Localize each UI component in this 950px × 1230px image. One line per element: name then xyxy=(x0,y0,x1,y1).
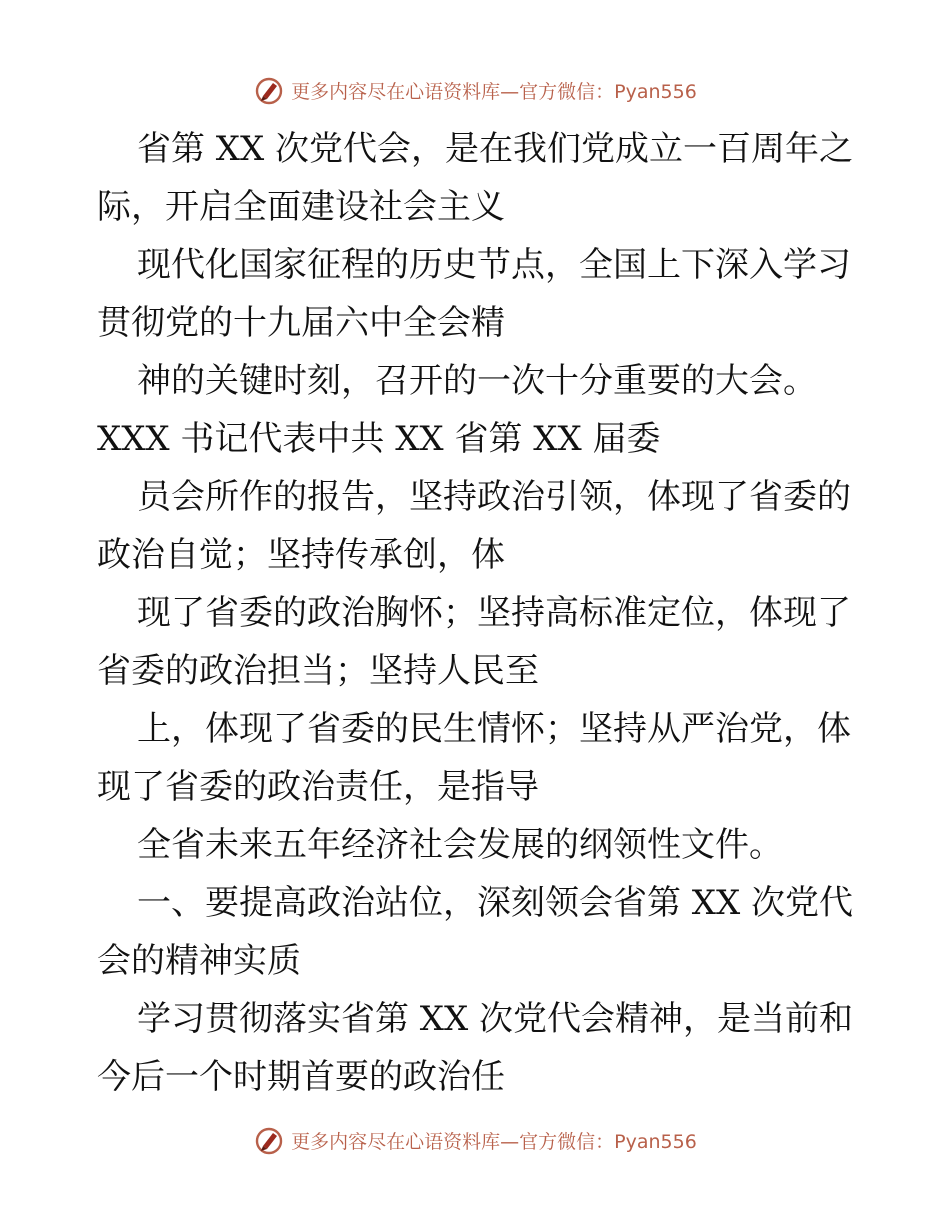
footer-watermark xyxy=(0,1120,950,1160)
text-line: 际，开启全面建设社会主义 xyxy=(97,187,505,227)
text-line: 贯彻党的十九届六中全会精 xyxy=(97,303,505,343)
watermark-text: 更多内容尽在心语资料库—官方微信：Pyan556 xyxy=(291,1130,697,1153)
text-line: 省第 XX 次党代会，是在我们党成立一百周年之 xyxy=(137,129,854,169)
text-line: 全省未来五年经济社会发展的纲领性文件。 xyxy=(137,825,783,865)
section-heading-line: 会的精神实质 xyxy=(97,941,301,981)
text-line: XXX 书记代表中共 XX 省第 XX 届委 xyxy=(97,419,661,459)
text-line: 上，体现了省委的民生情怀；坚持从严治党，体 xyxy=(137,709,851,749)
text-line: 政治自觉；坚持传承创，体 xyxy=(97,535,505,575)
text-line: 现代化国家征程的历史节点，全国上下深入学习 xyxy=(137,245,851,285)
section-heading-line: 一、要提高政治站位，深刻领会省第 XX 次党代 xyxy=(137,883,854,923)
text-line: 现了省委的政治责任，是指导 xyxy=(97,767,539,807)
document-body xyxy=(97,120,857,1106)
header-watermark xyxy=(0,70,950,110)
pen-logo-icon xyxy=(253,74,285,106)
text-line: 神的关键时刻，召开的一次十分重要的大会。 xyxy=(137,361,817,401)
text-line: 现了省委的政治胸怀；坚持高标准定位，体现了 xyxy=(137,593,851,633)
watermark-text: 更多内容尽在心语资料库—官方微信：Pyan556 xyxy=(291,80,697,103)
text-line: 学习贯彻落实省第 XX 次党代会精神，是当前和 xyxy=(137,999,854,1039)
text-line: 省委的政治担当；坚持人民至 xyxy=(97,651,539,691)
pen-logo-icon xyxy=(253,1124,285,1156)
text-line: 今后一个时期首要的政治任 xyxy=(97,1057,505,1097)
text-line: 员会所作的报告，坚持政治引领，体现了省委的 xyxy=(137,477,851,517)
